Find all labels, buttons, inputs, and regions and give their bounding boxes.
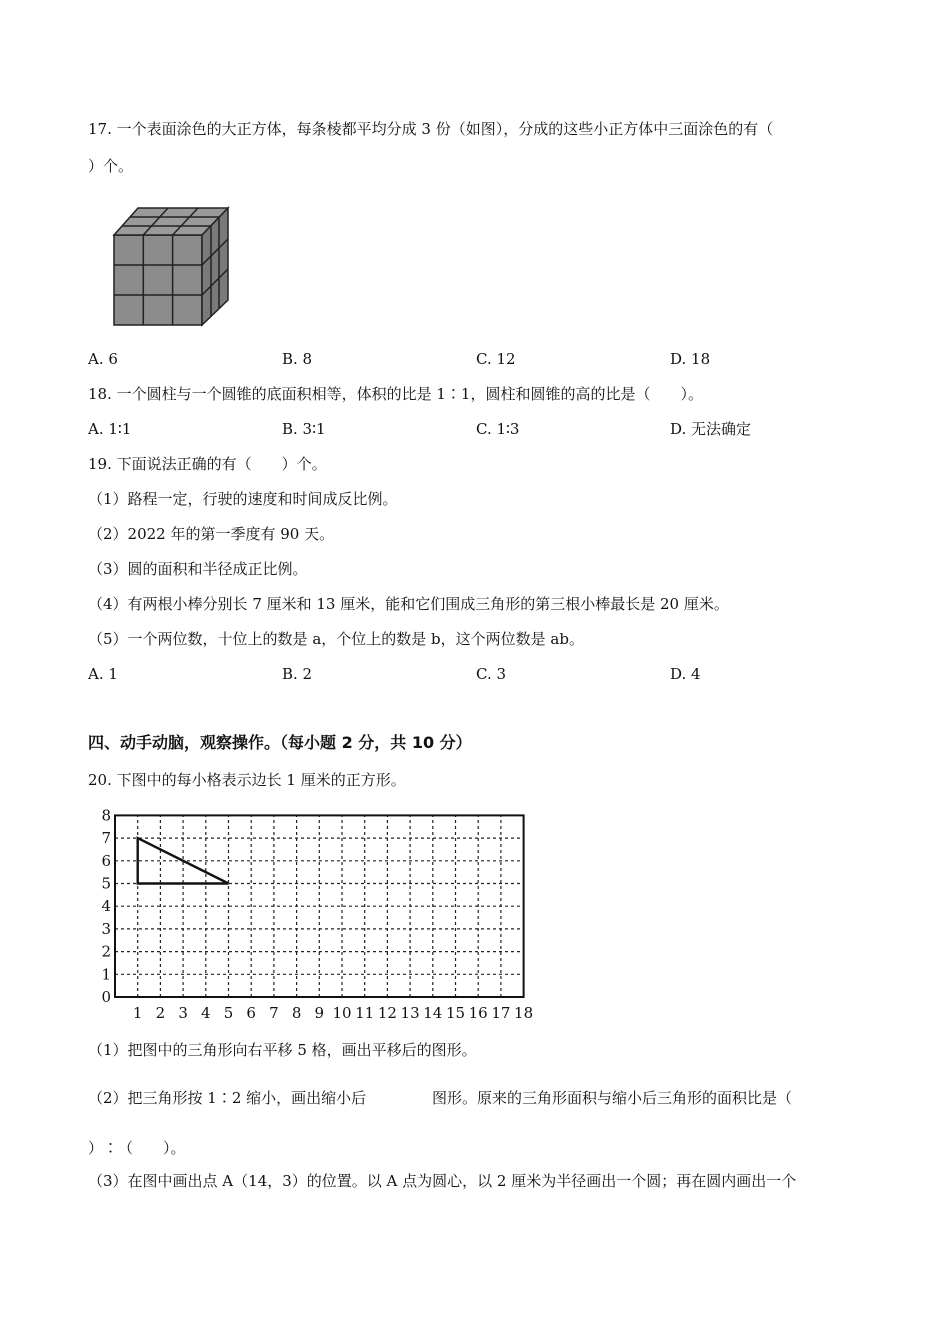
q18-option-d[interactable]: D. 无法确定 bbox=[670, 420, 752, 438]
x-tick-label: 15 bbox=[445, 1004, 466, 1022]
q19-statement-1: （1）路程一定，行驶的速度和时间成反比例。 bbox=[88, 490, 398, 508]
q19-statement-4: （4）有两根小棒分别长 7 厘米和 13 厘米，能和它们围成三角形的第三根小棒最长是 20 厘米。 bbox=[88, 595, 729, 613]
q17-text-line1: 17. 一个表面涂色的大正方体，每条棱都平均分成 3 份（如图），分成的这些小正方体中三面涂色的有（ bbox=[88, 120, 774, 138]
x-tick-label: 3 bbox=[178, 1004, 188, 1022]
grid-figure bbox=[95, 805, 555, 1030]
q17-option-a[interactable]: A. 6 bbox=[88, 350, 118, 368]
q20-sub3: （3）在图中画出点 A（14，3）的位置。以 A 点为圆心，以 2 厘米为半径画出一个圆；再在圆内画出一个 bbox=[88, 1172, 797, 1190]
x-tick-label: 8 bbox=[291, 1004, 302, 1022]
q20-text: 20. 下图中的每小格表示边长 1 厘米的正方形。 bbox=[88, 771, 406, 789]
q19-option-b[interactable]: B. 2 bbox=[282, 665, 313, 683]
x-tick-label: 5 bbox=[223, 1004, 234, 1022]
cube-figure bbox=[112, 205, 232, 330]
y-tick-label: 8 bbox=[101, 806, 111, 825]
q20-sub2-part1: （2）把三角形按 1∶2 缩小，画出缩小后 bbox=[88, 1089, 367, 1107]
q19-statement-2: （2）2022 年的第一季度有 90 天。 bbox=[88, 525, 335, 543]
x-tick-label: 9 bbox=[314, 1004, 325, 1022]
x-tick-label: 12 bbox=[377, 1004, 397, 1022]
q20-sub1: （1）把图中的三角形向右平移 5 格，画出平移后的图形。 bbox=[88, 1041, 477, 1059]
q17-option-c[interactable]: C. 12 bbox=[476, 350, 516, 368]
q20-sub2-part2: 图形。原来的三角形面积与缩小后三角形的面积比是（ bbox=[432, 1089, 793, 1107]
y-tick-label: 6 bbox=[101, 851, 111, 870]
x-tick-label: 4 bbox=[201, 1004, 211, 1022]
x-tick-label: 2 bbox=[155, 1004, 166, 1022]
q18-option-c[interactable]: C. 1∶3 bbox=[476, 420, 520, 438]
x-tick-label: 16 bbox=[468, 1004, 488, 1022]
x-tick-label: 17 bbox=[491, 1004, 511, 1022]
q19-statement-5: （5）一个两位数，十位上的数是 a，个位上的数是 b，这个两位数是 ab。 bbox=[88, 630, 584, 648]
q19-option-d[interactable]: D. 4 bbox=[670, 665, 701, 683]
q19-statement-3: （3）圆的面积和半径成正比例。 bbox=[88, 560, 308, 578]
q18-option-a[interactable]: A. 1∶1 bbox=[88, 420, 132, 438]
q19-text: 19. 下面说法正确的有（ ）个。 bbox=[88, 455, 327, 473]
q18-option-b[interactable]: B. 3∶1 bbox=[282, 420, 326, 438]
q17-option-d[interactable]: D. 18 bbox=[670, 350, 711, 368]
y-tick-label: 1 bbox=[101, 965, 111, 984]
q17-option-b[interactable]: B. 8 bbox=[282, 350, 313, 368]
section-heading: 四、动手动脑，观察操作。（每小题 2 分，共 10 分） bbox=[88, 733, 472, 752]
q19-option-c[interactable]: C. 3 bbox=[476, 665, 507, 683]
y-tick-label: 4 bbox=[101, 897, 111, 916]
x-tick-label: 10 bbox=[332, 1004, 352, 1022]
x-tick-label: 18 bbox=[514, 1004, 534, 1022]
y-tick-label: 7 bbox=[101, 829, 111, 848]
y-tick-label: 3 bbox=[101, 919, 111, 938]
x-tick-label: 6 bbox=[246, 1004, 256, 1022]
x-tick-label: 7 bbox=[269, 1004, 279, 1022]
y-tick-label: 0 bbox=[101, 988, 111, 1006]
y-tick-label: 2 bbox=[101, 942, 111, 961]
q19-option-a[interactable]: A. 1 bbox=[88, 665, 118, 683]
q20-sub2-part3: ）∶（ ）。 bbox=[88, 1139, 186, 1157]
q18-text: 18. 一个圆柱与一个圆锥的底面积相等，体积的比是 1∶1，圆柱和圆锥的高的比是（ ）。 bbox=[88, 385, 703, 403]
x-tick-label: 11 bbox=[355, 1004, 375, 1022]
q17-text-line2: ）个。 bbox=[88, 157, 134, 175]
x-tick-label: 1 bbox=[132, 1004, 143, 1022]
x-tick-label: 14 bbox=[423, 1004, 443, 1022]
y-tick-label: 5 bbox=[101, 874, 111, 893]
x-tick-label: 13 bbox=[400, 1004, 420, 1022]
